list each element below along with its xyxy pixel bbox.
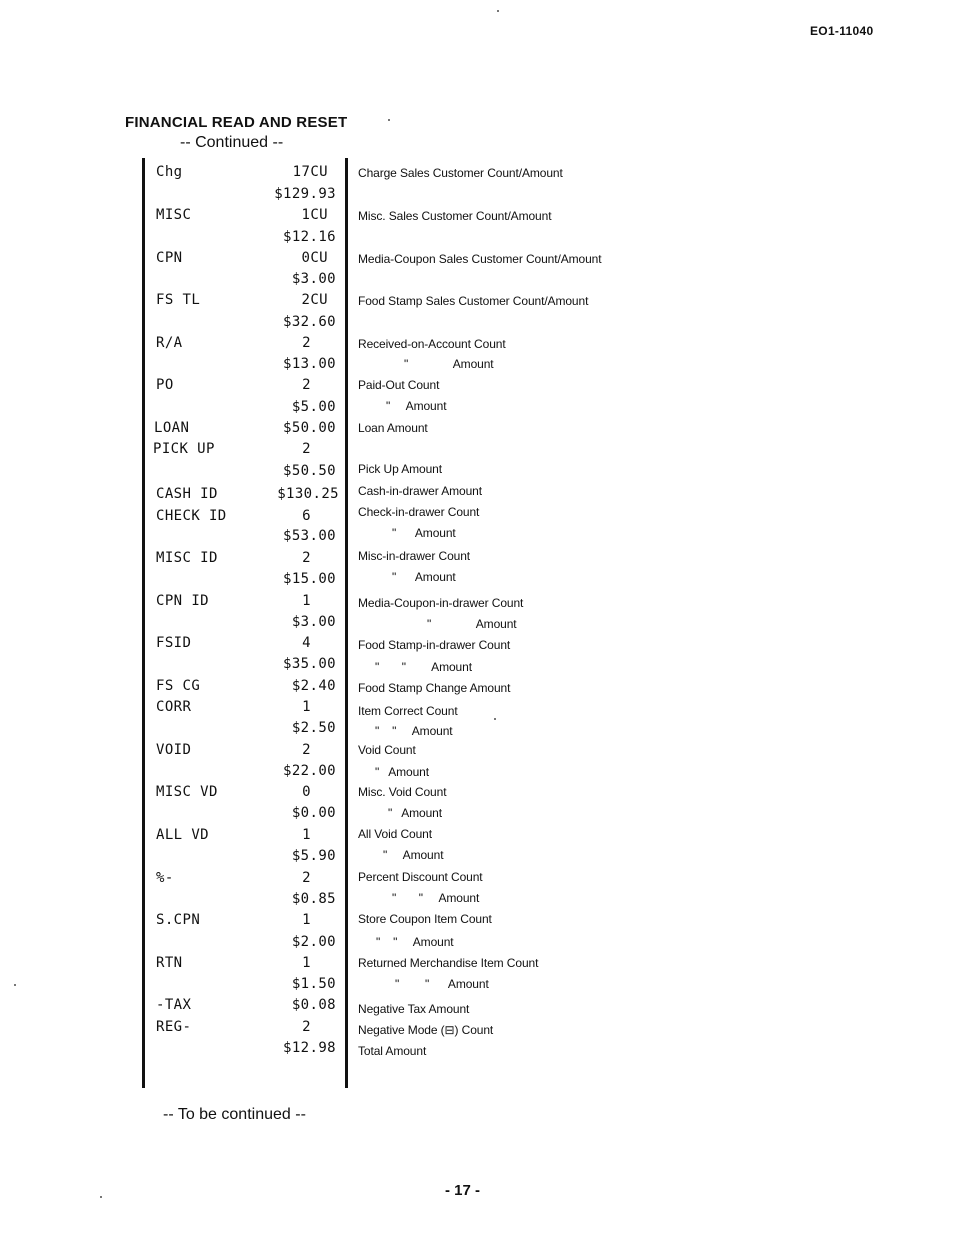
receipt-value: 1 [302,912,311,928]
receipt-label: FS CG [156,678,201,694]
description-text: Total Amount [358,1044,427,1058]
receipt-label: VOID [156,742,192,758]
receipt-value: 6 [302,508,311,524]
receipt-label: CPN ID [156,593,209,609]
description-text: Misc. Void Count [358,785,447,799]
receipt-value: 17CU [292,164,328,180]
receipt-label: RTN [156,955,183,971]
description-text: " Amount [392,570,456,584]
description-text: " " Amount [395,977,489,991]
receipt-value: 4 [302,635,311,651]
description-text: " Amount [375,765,429,779]
middle-rule [345,158,348,1088]
receipt-value: $1.50 [291,976,336,992]
description-text: " " Amount [375,724,453,738]
document-id: EO1-11040 [810,24,874,38]
description-text: Item Correct Count [358,704,458,718]
receipt-value: $12.98 [283,1040,336,1056]
continued-note: -- Continued -- [180,134,284,151]
receipt-value: 1 [302,699,311,715]
description-text: Negative Tax Amount [358,1002,470,1016]
receipt-label: PICK UP [153,441,215,457]
receipt-value: $22.00 [283,763,336,779]
receipt-label: -TAX [156,997,192,1013]
description-text: " Amount [388,806,442,820]
receipt-value: $3.00 [291,614,336,630]
receipt-value: $50.50 [283,463,336,479]
scan-speck [14,984,16,986]
scan-speck [100,1196,102,1198]
description-text: Check-in-drawer Count [358,505,480,519]
description-text: " Amount [427,617,517,631]
receipt-value: 1 [302,593,311,609]
scan-speck [494,718,496,720]
description-text: Media-Coupon-in-drawer Count [358,596,524,610]
description-text: Misc. Sales Customer Count/Amount [358,209,552,223]
receipt-value: $2.00 [291,934,336,950]
receipt-value: 1 [302,955,311,971]
description-text: " " Amount [392,891,480,905]
description-text: Received-on-Account Count [358,337,506,351]
receipt-label: Chg [156,164,183,180]
receipt-value: $12.16 [283,229,336,245]
receipt-label: R/A [156,335,183,351]
scan-speck [388,119,390,121]
description-text: Negative Mode (⊟) Count [358,1023,494,1037]
receipt-value: $2.50 [291,720,336,736]
receipt-label: S.CPN [156,912,201,928]
receipt-label: %- [156,870,174,886]
receipt-label: CPN [156,250,183,266]
receipt-label: ALL VD [156,827,209,843]
receipt-label: CHECK ID [156,508,227,524]
receipt-label: LOAN [154,420,190,436]
description-text: All Void Count [358,827,432,841]
receipt-value: $5.00 [291,399,336,415]
receipt-value: $130.25 [277,486,339,502]
description-text: " Amount [383,848,444,862]
description-text: " Amount [386,399,447,413]
receipt-value: 2 [302,1019,311,1035]
receipt-value: 2 [302,742,311,758]
description-text: Media-Coupon Sales Customer Count/Amount [358,252,602,266]
receipt-value: $50.00 [283,420,336,436]
description-text: Paid-Out Count [358,378,440,392]
receipt-value: 2 [302,441,311,457]
receipt-value: 0 [302,784,311,800]
receipt-label: MISC ID [156,550,218,566]
to-be-continued-note: -- To be continued -- [163,1106,306,1123]
receipt-value: $2.40 [291,678,336,694]
description-text: " " Amount [376,935,454,949]
description-text: Pick Up Amount [358,462,442,476]
receipt-value: 2 [302,335,311,351]
receipt-label: FSID [156,635,192,651]
receipt-label: PO [156,377,174,393]
receipt-value: 1 [302,827,311,843]
receipt-value: $129.93 [274,186,336,202]
receipt-value: $5.90 [291,848,336,864]
receipt-value: $35.00 [283,656,336,672]
receipt-value: 2 [302,870,311,886]
receipt-label: CORR [156,699,192,715]
description-text: Food Stamp Sales Customer Count/Amount [358,294,589,308]
receipt-value: $0.00 [291,805,336,821]
receipt-value: 2CU [301,292,328,308]
receipt-label: CASH ID [156,486,218,502]
description-text: " Amount [392,526,456,540]
page-title: FINANCIAL READ AND RESET [125,114,348,131]
left-rule [142,158,145,1088]
receipt-value: $32.60 [283,314,336,330]
description-text: Charge Sales Customer Count/Amount [358,166,563,180]
receipt-value: 2 [302,377,311,393]
receipt-value: $53.00 [283,528,336,544]
description-text: Food Stamp-in-drawer Count [358,638,511,652]
receipt-value: $3.00 [291,271,336,287]
receipt-label: MISC VD [156,784,218,800]
receipt-value: $0.08 [291,997,336,1013]
receipt-label: FS TL [156,292,201,308]
description-text: Store Coupon Item Count [358,912,492,926]
receipt-value: $13.00 [283,356,336,372]
description-text: Void Count [358,743,416,757]
receipt-value: 1CU [301,207,328,223]
receipt-label: REG- [156,1019,192,1035]
receipt-value: 0CU [301,250,328,266]
description-text: Loan Amount [358,421,428,435]
receipt-value: $15.00 [283,571,336,587]
description-text: Misc-in-drawer Count [358,549,471,563]
description-text: " " Amount [375,660,472,674]
scan-speck [497,10,499,12]
description-text: " Amount [404,357,494,371]
receipt-value: 2 [302,550,311,566]
description-text: Food Stamp Change Amount [358,681,511,695]
description-text: Cash-in-drawer Amount [358,484,482,498]
description-text: Percent Discount Count [358,870,483,884]
description-text: Returned Merchandise Item Count [358,956,539,970]
receipt-label: MISC [156,207,192,223]
receipt-value: $0.85 [291,891,336,907]
page-number: - 17 - [445,1182,481,1199]
